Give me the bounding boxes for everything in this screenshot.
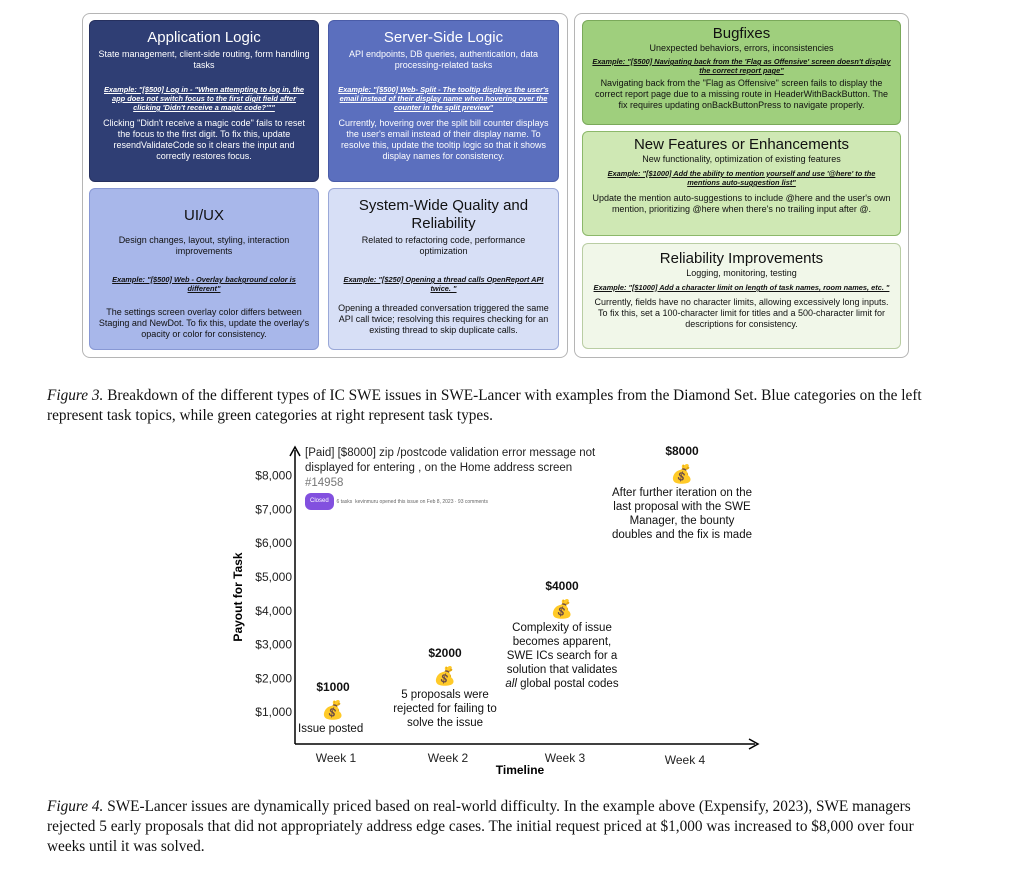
card-title: Server-Side Logic (383, 29, 504, 46)
card-description: Update the mention auto-suggestions to include @here and the user's own mention, prioritizing @here when there's no trailing input after @. (592, 193, 891, 214)
card-example: Example: "[$500] Navigating back from the 'Flag as Offensive' screen doesn't display the correct report page" (592, 57, 891, 75)
card-title: Reliability Improvements (659, 250, 824, 267)
y-axis-ticks (255, 469, 292, 720)
issue-opened-by: kevinmuru opened this issue on Feb 8, 2023 · 93 comments (355, 498, 488, 505)
issue-number: #14958 (305, 477, 344, 489)
y-tick-label: $4,000 (255, 603, 292, 618)
figure-4-caption-text: SWE-Lancer issues are dynamically priced based on real-world difficulty. In the example above (Expensify, 2023), SWE managers rejected 5 early proposals that did not appropriately address edge cases. The initial request priced at $1,000 was increased to $8,000 over four weeks until it was solved. (47, 798, 914, 855)
topic-card-application-logic (89, 20, 319, 182)
y-tick-label: $2,000 (255, 671, 292, 686)
card-description: Currently, hovering over the split bill counter displays the user's email instead of their display name. To resolve this, update the tooltip logic so that it shows display names for consistency. (338, 118, 549, 161)
payout-event-note: After further iteration on the last proposal with the SWE Manager, the bounty doubles and the fix is made (611, 486, 752, 541)
card-description: Clicking "Didn't receive a magic code" fails to reset the focus to the first digit. To fix this, update resendValidateCode so it clears the input and correctly restores focus. (103, 118, 305, 161)
figure-3-caption-text: Breakdown of the different types of IC SWE issues in SWE-Lancer with examples from the Diamond Set. Blue categories on the left represent task topics, while green categories at right represent task types. (47, 387, 922, 424)
card-example: Example: "[$500] Web- Split - The tooltip displays the user's email instead of their display name when hovering over the counter in the split preview" (338, 85, 549, 112)
card-subtitle: Design changes, layout, styling, interaction improvements (118, 235, 290, 256)
x-axis-label: Timeline (495, 763, 545, 777)
card-example: Example: "[$1000] Add the ability to mention yourself and use '@here' to the mentions auto-suggestion list" (607, 169, 876, 187)
card-description: Opening a threaded conversation triggered the same API call twice; resolving this requires checking for an existing thread to skip duplicate calls. (338, 303, 549, 335)
figure-4-label: Figure 4. (47, 798, 104, 815)
x-tick-label: Week 4 (664, 753, 706, 767)
x-tick-label: Week 2 (427, 751, 469, 765)
money-bag-icon: 💰 (550, 598, 574, 619)
note-text: Complexity of issue becomes apparent, SWE ICs search for a solution that validates (506, 621, 618, 676)
card-example: Example: "[$500] Web - Overlay background color is different" (112, 275, 296, 293)
card-description: Navigating back from the "Flag as Offensive" screen fails to display the correct report page due to a missing route in HeaderWithBackButton. The fix requires updating onBackButtonPress to navigate properly. (595, 78, 888, 110)
card-title: Bugfixes (712, 25, 771, 42)
y-axis-label: Payout for Task (231, 552, 245, 642)
type-card-bugfixes (582, 20, 901, 125)
note-emphasis: all (505, 677, 517, 690)
figure-3-label: Figure 3. (47, 387, 104, 404)
figure-3-caption (47, 386, 947, 426)
card-example: Example: "[$250] Opening a thread calls OpenReport API twice. " (343, 275, 544, 293)
card-title: System-Wide Quality and Reliability (358, 197, 529, 232)
issue-title: [Paid] [$8000] zip /postcode validation error message not displayed for entering , on the Home address screen (305, 447, 596, 474)
y-tick-label: $6,000 (255, 536, 292, 551)
github-issue-snippet (305, 446, 610, 510)
money-bag-icon: 💰 (321, 700, 345, 721)
figure-4-caption (47, 797, 947, 857)
card-description: Currently, fields have no character limits, allowing excessively long inputs. To fix this, set a 100-character limit for titles and a 500-character limit for descriptions for consistency. (594, 297, 889, 329)
card-title: UI/UX (183, 207, 224, 224)
issue-status-badge: Closed (305, 493, 334, 510)
y-tick-label: $7,000 (255, 502, 292, 517)
payout-event-note: Issue posted (298, 723, 364, 736)
issue-task-count: 6 tasks (336, 498, 353, 505)
note-text: global postal codes (516, 677, 619, 690)
payout-event-note: 5 proposals were rejected for failing to solve the issue (393, 689, 497, 730)
topic-card-server-side-logic (328, 20, 559, 182)
payout-price-label: $2000 (428, 646, 462, 661)
card-subtitle: Logging, monitoring, testing (686, 268, 797, 278)
payout-price-label: $4000 (545, 578, 579, 593)
card-description: The settings screen overlay color differs between Staging and NewDot. To fix this, update the overlay's opacity or color for consistency. (98, 307, 310, 339)
payout-event-note (502, 621, 622, 691)
money-bag-icon: 💰 (670, 463, 694, 484)
y-tick-label: $8,000 (255, 468, 292, 483)
type-card-reliability-improvements (582, 243, 901, 349)
topic-card-ui-ux (89, 188, 319, 350)
y-tick-label: $5,000 (255, 570, 292, 584)
y-tick-label: $1,000 (255, 705, 292, 720)
payout-price-label: $8000 (665, 443, 699, 458)
card-subtitle: State management, client-side routing, form handling tasks (98, 49, 310, 70)
card-example: Example: "[$500] Log in - "When attempting to log in, the app does not switch focus to the first digit field after clicking 'Didn't receive a magic code?'"" (104, 85, 304, 112)
topic-card-system-wide-quality (328, 188, 559, 350)
card-subtitle: API endpoints, DB queries, authentication, data processing-related tasks (348, 49, 539, 70)
card-subtitle: Related to refactoring code, performance optimization (361, 235, 526, 256)
y-tick-label: $3,000 (255, 637, 292, 652)
card-example: Example: "[$1000] Add a character limit on length of task names, room names, etc. " (593, 283, 890, 292)
x-tick-label: Week 1 (315, 751, 357, 765)
card-title: Application Logic (147, 29, 261, 46)
issue-meta-row (305, 493, 610, 510)
card-subtitle: Unexpected behaviors, errors, inconsistencies (649, 43, 834, 53)
type-card-new-features (582, 131, 901, 236)
card-title: New Features or Enhancements (633, 136, 850, 153)
payout-price-label: $1000 (316, 680, 350, 695)
x-tick-label: Week 3 (544, 751, 586, 765)
money-bag-icon: 💰 (433, 666, 457, 687)
card-subtitle: New functionality, optimization of existing features (642, 154, 841, 164)
